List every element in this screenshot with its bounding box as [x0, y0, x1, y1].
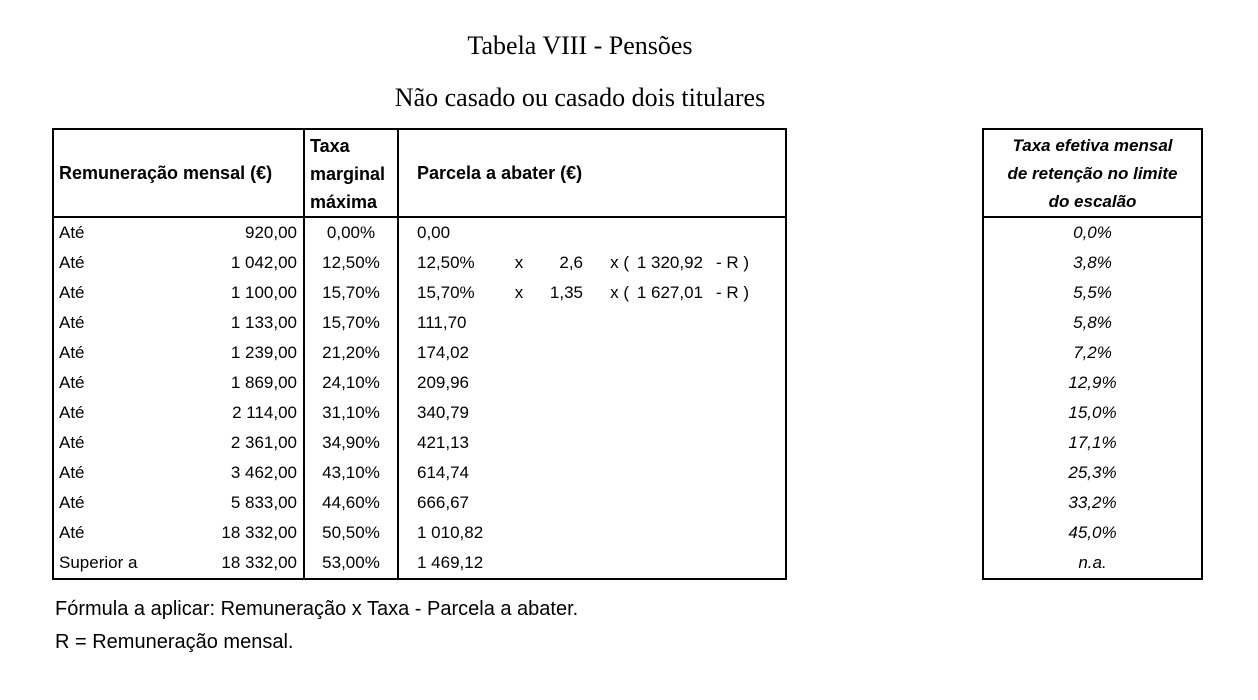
table-row — [54, 368, 785, 398]
marginal-rate: 50,50% — [305, 518, 399, 548]
marginal-rate: 15,70% — [305, 308, 399, 338]
header-line: do escalão — [1048, 192, 1137, 211]
table-row — [54, 458, 785, 488]
table-row — [54, 338, 785, 368]
withholding-table-header — [54, 130, 785, 218]
parcela-value: 111,70 — [417, 313, 467, 332]
r-definition-note: R = Remuneração mensal. — [55, 631, 294, 653]
limit-value: 920,00 — [245, 223, 297, 242]
limit-prefix: Superior a — [59, 553, 138, 572]
header-line: Taxa efetiva mensal — [1012, 136, 1173, 155]
parcela-value: 209,96 — [417, 373, 469, 392]
parcela-value: 0,00 — [417, 223, 451, 242]
limit-prefix: Até — [59, 493, 85, 512]
parcela-value: 340,79 — [417, 403, 469, 422]
parcela-value: 15,70% — [417, 283, 475, 302]
formula-times: x — [514, 283, 524, 302]
marginal-rate: 24,10% — [305, 368, 399, 398]
effective-rate-row: 15,0% — [1068, 403, 1117, 422]
limit-prefix: Até — [59, 253, 85, 272]
header-line: Taxa — [310, 136, 350, 156]
formula-note: Fórmula a aplicar: Remuneração x Taxa - Parcela a abater. — [55, 598, 579, 620]
parcela-value: 174,02 — [417, 343, 469, 362]
table-row — [54, 398, 785, 428]
parcela-value: 1 469,12 — [417, 553, 484, 572]
parcela-value: 666,67 — [417, 493, 469, 512]
effective-rate-row: 5,8% — [1073, 313, 1112, 332]
effective-rate-row: 25,3% — [1068, 463, 1117, 482]
table-row — [54, 488, 785, 518]
marginal-rate: 0,00% — [305, 218, 399, 248]
limit-prefix: Até — [59, 433, 85, 452]
formula-times: x — [514, 253, 524, 272]
effective-rate-table — [982, 128, 1203, 580]
marginal-rate: 15,70% — [305, 278, 399, 308]
table-row — [54, 278, 785, 308]
formula-base: 1 320,92 — [636, 253, 703, 272]
limit-value: 1 133,00 — [230, 313, 297, 332]
header-line: de retenção no limite — [1007, 164, 1178, 183]
formula-tail: - R ) — [716, 253, 750, 272]
table-row — [54, 548, 785, 578]
limit-prefix: Até — [59, 283, 85, 302]
marginal-rate: 21,20% — [305, 338, 399, 368]
parcela-value: 614,74 — [417, 463, 469, 482]
formula-factor: 2,6 — [559, 253, 583, 272]
page-subtitle: Não casado ou casado dois titulares — [394, 83, 766, 112]
header-remuneracao-mensal: Remuneração mensal (€) — [54, 130, 305, 216]
limit-prefix: Até — [59, 403, 85, 422]
limit-prefix: Até — [59, 523, 85, 542]
limit-value: 1 239,00 — [230, 343, 297, 362]
effective-rate-row: 33,2% — [1068, 493, 1117, 512]
limit-prefix: Até — [59, 373, 85, 392]
effective-rate-row: 45,0% — [1068, 523, 1117, 542]
header-line: máxima — [310, 192, 378, 212]
marginal-rate: 34,90% — [305, 428, 399, 458]
table-row — [54, 308, 785, 338]
limit-value: 5 833,00 — [230, 493, 297, 512]
parcela-value: 1 010,82 — [417, 523, 484, 542]
formula-base: 1 627,01 — [636, 283, 703, 302]
limit-value: 2 361,00 — [230, 433, 297, 452]
effective-rate-row: 7,2% — [1073, 343, 1112, 362]
effective-rate-row: 12,9% — [1068, 373, 1117, 392]
limit-value: 3 462,00 — [230, 463, 297, 482]
limit-prefix: Até — [59, 343, 85, 362]
limit-value: 18 332,00 — [221, 523, 297, 542]
limit-value: 1 869,00 — [230, 373, 297, 392]
marginal-rate: 53,00% — [305, 548, 399, 578]
header-line: marginal — [310, 164, 386, 184]
limit-value: 1 100,00 — [230, 283, 297, 302]
formula-factor: 1,35 — [549, 283, 583, 302]
effective-rate-row: 5,5% — [1073, 283, 1112, 302]
formula-tail: - R ) — [716, 283, 750, 302]
effective-rate-row: 3,8% — [1073, 253, 1112, 272]
header-taxa-marginal-maxima — [305, 130, 399, 216]
parcela-value: 12,50% — [417, 253, 475, 272]
parcela-value: 421,13 — [417, 433, 469, 452]
marginal-rate: 44,60% — [305, 488, 399, 518]
table-row — [54, 218, 785, 248]
effective-rate-row: 0,0% — [1073, 223, 1112, 242]
marginal-rate: 12,50% — [305, 248, 399, 278]
formula-times-paren: x ( — [610, 283, 629, 302]
limit-prefix: Até — [59, 463, 85, 482]
header-parcela-a-abater: Parcela a abater (€) — [417, 162, 583, 183]
limit-prefix: Até — [59, 223, 85, 242]
effective-rate-row: n.a. — [1078, 553, 1107, 572]
withholding-table — [52, 128, 787, 580]
table-row — [54, 518, 785, 548]
effective-rate-row: 17,1% — [1068, 433, 1117, 452]
marginal-rate: 43,10% — [305, 458, 399, 488]
formula-times-paren: x ( — [610, 253, 629, 272]
limit-value: 1 042,00 — [230, 253, 297, 272]
effective-rate-header — [984, 130, 1201, 218]
limit-value: 2 114,00 — [232, 403, 297, 422]
limit-value: 18 332,00 — [221, 553, 297, 572]
table-row — [54, 248, 785, 278]
table-row — [54, 428, 785, 458]
limit-prefix: Até — [59, 313, 85, 332]
marginal-rate: 31,10% — [305, 398, 399, 428]
page-title: Tabela VIII - Pensões — [467, 31, 693, 60]
